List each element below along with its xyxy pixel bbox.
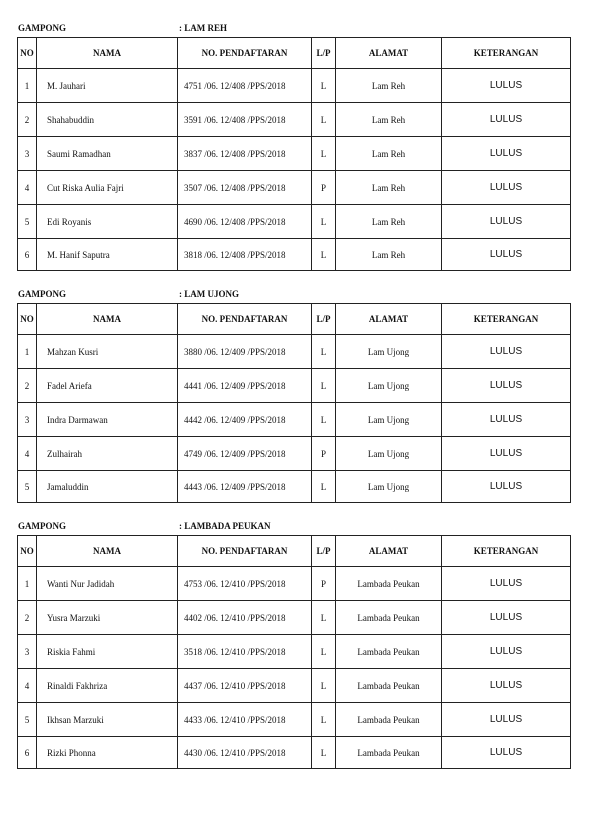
cell-no: 1	[18, 567, 37, 601]
header-lp: L/P	[312, 536, 336, 567]
table-row	[18, 369, 571, 403]
cell-nama: Indra Darmawan	[37, 403, 178, 437]
table-header-row	[18, 304, 571, 335]
header-keterangan: KETERANGAN	[442, 304, 571, 335]
cell-no: 1	[18, 335, 37, 369]
cell-no-pendaftaran: 3591 /06. 12/408 /PPS/2018	[178, 103, 312, 137]
table-header-row	[18, 38, 571, 69]
cell-no-pendaftaran: 4443 /06. 12/409 /PPS/2018	[178, 471, 312, 503]
header-lp: L/P	[312, 304, 336, 335]
cell-nama: Edi Royanis	[37, 205, 178, 239]
cell-alamat: Lam Ujong	[336, 335, 442, 369]
cell-no: 1	[18, 69, 37, 103]
cell-no: 2	[18, 601, 37, 635]
cell-no-pendaftaran: 4442 /06. 12/409 /PPS/2018	[178, 403, 312, 437]
cell-keterangan: LULUS	[442, 69, 571, 103]
cell-nama: Saumi Ramadhan	[37, 137, 178, 171]
student-table	[17, 37, 571, 271]
cell-alamat: Lambada Peukan	[336, 635, 442, 669]
cell-no-pendaftaran: 3837 /06. 12/408 /PPS/2018	[178, 137, 312, 171]
gampong-heading	[17, 21, 570, 37]
cell-lp: P	[312, 567, 336, 601]
table-body	[18, 69, 571, 271]
cell-no: 5	[18, 471, 37, 503]
table-row	[18, 335, 571, 369]
cell-keterangan: LULUS	[442, 369, 571, 403]
student-table	[17, 303, 571, 503]
table-row	[18, 403, 571, 437]
header-no-pendaftaran: NO. PENDAFTARAN	[178, 38, 312, 69]
cell-no: 2	[18, 369, 37, 403]
section-lam-reh	[17, 21, 570, 271]
cell-keterangan: LULUS	[442, 403, 571, 437]
table-row	[18, 471, 571, 503]
cell-nama: Mahzan Kusri	[37, 335, 178, 369]
table-body	[18, 335, 571, 503]
gampong-name: : LAM REH	[179, 23, 227, 33]
cell-keterangan: LULUS	[442, 437, 571, 471]
header-no: NO	[18, 304, 37, 335]
cell-no: 6	[18, 737, 37, 769]
cell-keterangan: LULUS	[442, 205, 571, 239]
cell-lp: L	[312, 669, 336, 703]
cell-no-pendaftaran: 4441 /06. 12/409 /PPS/2018	[178, 369, 312, 403]
header-no: NO	[18, 38, 37, 69]
cell-lp: L	[312, 703, 336, 737]
gampong-heading	[17, 287, 570, 303]
cell-lp: L	[312, 239, 336, 271]
cell-nama: Cut Riska Aulia Fajri	[37, 171, 178, 205]
cell-no: 3	[18, 137, 37, 171]
student-table	[17, 535, 571, 769]
cell-no-pendaftaran: 4690 /06. 12/408 /PPS/2018	[178, 205, 312, 239]
gampong-name: : LAMBADA PEUKAN	[179, 521, 271, 531]
cell-nama: Jamaluddin	[37, 471, 178, 503]
cell-alamat: Lam Ujong	[336, 403, 442, 437]
table-row	[18, 669, 571, 703]
table-header-row	[18, 536, 571, 567]
cell-no: 4	[18, 669, 37, 703]
table-row	[18, 601, 571, 635]
cell-lp: L	[312, 69, 336, 103]
cell-lp: P	[312, 437, 336, 471]
cell-keterangan: LULUS	[442, 567, 571, 601]
table-row	[18, 703, 571, 737]
header-nama: NAMA	[37, 536, 178, 567]
table-row	[18, 171, 571, 205]
cell-lp: L	[312, 205, 336, 239]
cell-keterangan: LULUS	[442, 239, 571, 271]
gampong-label: GAMPONG	[18, 23, 66, 33]
cell-no-pendaftaran: 3507 /06. 12/408 /PPS/2018	[178, 171, 312, 205]
table-row	[18, 69, 571, 103]
section-lambada-peukan	[17, 519, 570, 769]
cell-alamat: Lam Reh	[336, 205, 442, 239]
header-nama: NAMA	[37, 304, 178, 335]
table-row	[18, 635, 571, 669]
cell-no: 4	[18, 171, 37, 205]
table-row	[18, 137, 571, 171]
cell-no-pendaftaran: 4402 /06. 12/410 /PPS/2018	[178, 601, 312, 635]
cell-keterangan: LULUS	[442, 703, 571, 737]
table-row	[18, 205, 571, 239]
cell-no-pendaftaran: 3880 /06. 12/409 /PPS/2018	[178, 335, 312, 369]
cell-lp: L	[312, 471, 336, 503]
cell-nama: Wanti Nur Jadidah	[37, 567, 178, 601]
table-row	[18, 239, 571, 271]
table-row	[18, 437, 571, 471]
cell-alamat: Lam Ujong	[336, 369, 442, 403]
table-body	[18, 567, 571, 769]
cell-lp: L	[312, 403, 336, 437]
cell-lp: P	[312, 171, 336, 205]
gampong-label: GAMPONG	[18, 521, 66, 531]
cell-no-pendaftaran: 4749 /06. 12/409 /PPS/2018	[178, 437, 312, 471]
cell-lp: L	[312, 103, 336, 137]
cell-nama: Fadel Ariefa	[37, 369, 178, 403]
section-lam-ujong	[17, 287, 570, 503]
cell-nama: Rinaldi Fakhriza	[37, 669, 178, 703]
cell-nama: M. Jauhari	[37, 69, 178, 103]
header-lp: L/P	[312, 38, 336, 69]
table-row	[18, 737, 571, 769]
gampong-heading	[17, 519, 570, 535]
cell-no-pendaftaran: 3818 /06. 12/408 /PPS/2018	[178, 239, 312, 271]
header-no: NO	[18, 536, 37, 567]
header-keterangan: KETERANGAN	[442, 38, 571, 69]
cell-alamat: Lam Reh	[336, 171, 442, 205]
cell-alamat: Lam Reh	[336, 69, 442, 103]
cell-alamat: Lam Reh	[336, 239, 442, 271]
cell-no-pendaftaran: 3518 /06. 12/410 /PPS/2018	[178, 635, 312, 669]
cell-no: 6	[18, 239, 37, 271]
cell-alamat: Lam Ujong	[336, 437, 442, 471]
cell-nama: M. Hanif Saputra	[37, 239, 178, 271]
cell-no: 2	[18, 103, 37, 137]
cell-no-pendaftaran: 4437 /06. 12/410 /PPS/2018	[178, 669, 312, 703]
cell-keterangan: LULUS	[442, 137, 571, 171]
cell-keterangan: LULUS	[442, 601, 571, 635]
table-row	[18, 567, 571, 601]
header-alamat: ALAMAT	[336, 38, 442, 69]
cell-no: 5	[18, 205, 37, 239]
cell-no: 3	[18, 635, 37, 669]
cell-lp: L	[312, 601, 336, 635]
cell-lp: L	[312, 369, 336, 403]
cell-nama: Riskia Fahmi	[37, 635, 178, 669]
header-alamat: ALAMAT	[336, 536, 442, 567]
cell-alamat: Lambada Peukan	[336, 601, 442, 635]
cell-nama: Yusra Marzuki	[37, 601, 178, 635]
header-nama: NAMA	[37, 38, 178, 69]
cell-lp: L	[312, 335, 336, 369]
header-keterangan: KETERANGAN	[442, 536, 571, 567]
gampong-name: : LAM UJONG	[179, 289, 239, 299]
cell-alamat: Lam Reh	[336, 137, 442, 171]
cell-keterangan: LULUS	[442, 471, 571, 503]
cell-keterangan: LULUS	[442, 171, 571, 205]
header-no-pendaftaran: NO. PENDAFTARAN	[178, 536, 312, 567]
cell-nama: Zulhairah	[37, 437, 178, 471]
cell-lp: L	[312, 635, 336, 669]
cell-no: 5	[18, 703, 37, 737]
header-alamat: ALAMAT	[336, 304, 442, 335]
cell-alamat: Lambada Peukan	[336, 669, 442, 703]
cell-alamat: Lambada Peukan	[336, 567, 442, 601]
cell-no-pendaftaran: 4751 /06. 12/408 /PPS/2018	[178, 69, 312, 103]
table-row	[18, 103, 571, 137]
cell-keterangan: LULUS	[442, 669, 571, 703]
cell-alamat: Lam Reh	[336, 103, 442, 137]
cell-no-pendaftaran: 4433 /06. 12/410 /PPS/2018	[178, 703, 312, 737]
cell-nama: Ikhsan Marzuki	[37, 703, 178, 737]
cell-lp: L	[312, 737, 336, 769]
cell-keterangan: LULUS	[442, 103, 571, 137]
cell-lp: L	[312, 137, 336, 171]
gampong-label: GAMPONG	[18, 289, 66, 299]
cell-nama: Rizki Phonna	[37, 737, 178, 769]
cell-no-pendaftaran: 4430 /06. 12/410 /PPS/2018	[178, 737, 312, 769]
cell-keterangan: LULUS	[442, 635, 571, 669]
cell-keterangan: LULUS	[442, 335, 571, 369]
cell-alamat: Lam Ujong	[336, 471, 442, 503]
cell-no-pendaftaran: 4753 /06. 12/410 /PPS/2018	[178, 567, 312, 601]
cell-no: 4	[18, 437, 37, 471]
cell-no: 3	[18, 403, 37, 437]
cell-keterangan: LULUS	[442, 737, 571, 769]
cell-alamat: Lambada Peukan	[336, 737, 442, 769]
cell-alamat: Lambada Peukan	[336, 703, 442, 737]
header-no-pendaftaran: NO. PENDAFTARAN	[178, 304, 312, 335]
cell-nama: Shahabuddin	[37, 103, 178, 137]
